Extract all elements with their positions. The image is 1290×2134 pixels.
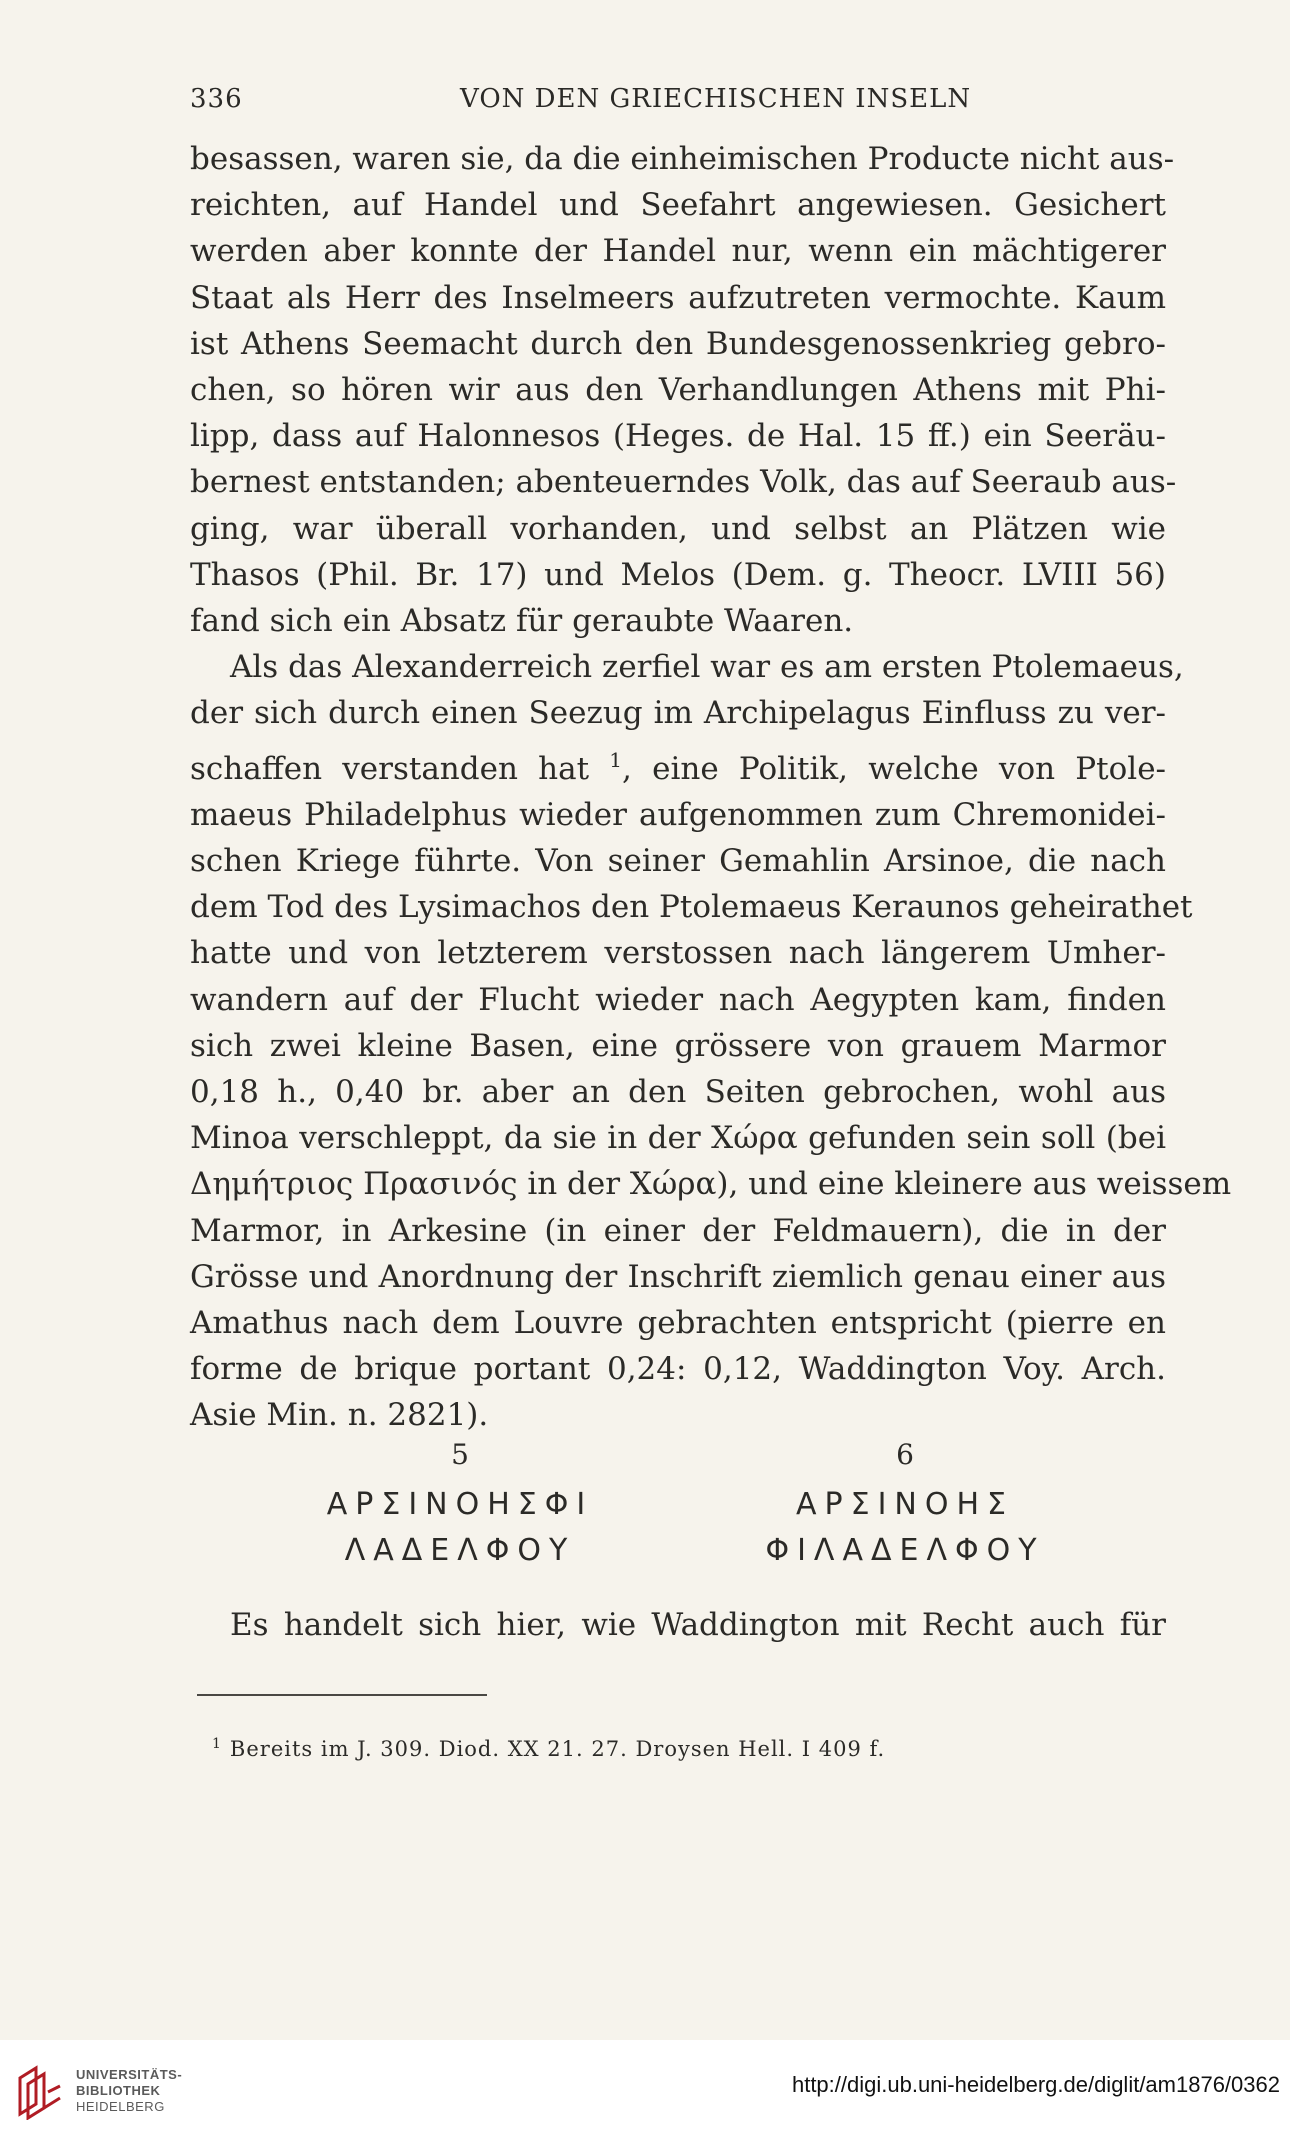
text-fragment: , eine Politik, welche von Ptole-	[622, 750, 1167, 787]
text-line: Thasos (Phil. Br. 17) und Melos (Dem. g. Theocr. LVIII 56)	[190, 556, 1166, 593]
library-name-line: UNIVERSITÄTS-	[76, 2067, 183, 2082]
inscriptions	[190, 1438, 1166, 1578]
running-title: VON DEN GRIECHISCHEN INSELN	[460, 84, 972, 114]
text-line: Δημήτριος Πρασινός in der Χώρα), und eine kleinere aus weissem	[190, 1166, 1232, 1203]
text-line: reichten, auf Handel und Seefahrt angewiesen. Gesichert	[190, 187, 1166, 224]
text-line: 0,18 h., 0,40 br. aber an den Seiten gebrochen, wohl aus	[190, 1074, 1166, 1111]
page-header	[190, 84, 1160, 124]
library-logo-icon[interactable]	[14, 2064, 66, 2120]
text-line: dem Tod des Lysimachos den Ptolemaeus Keraunos geheirathet	[190, 889, 1193, 926]
footnote-text: Bereits im J. 309. Diod. XX 21. 27. Droysen Hell. I 409 f.	[229, 1737, 886, 1761]
inscription-5	[320, 1438, 600, 1574]
text-line: Amathus nach dem Louvre gebrachten entspricht (pierre en	[190, 1305, 1166, 1342]
library-name	[76, 2067, 182, 2115]
text-line: schen Kriege führte. Von seiner Gemahlin Arsinoe, die nach	[190, 843, 1166, 880]
text-line: Als das Alexanderreich zerfiel war es am ersten Ptolemaeus,	[230, 649, 1184, 686]
permalink-url[interactable]: http://digi.ub.uni-heidelberg.de/diglit/am1876/0362	[791, 2072, 1280, 2097]
text-line: hatte und von letzterem verstossen nach längerem Umher-	[190, 935, 1166, 972]
text-line: Grösse und Anordnung der Inschrift ziemlich genau einer aus	[190, 1258, 1166, 1295]
text-line: sich zwei kleine Basen, eine grössere von grauem Marmor	[190, 1027, 1166, 1064]
text-line: Minoa verschleppt, da sie in der Χώρα gefunden sein soll (bei	[190, 1120, 1166, 1157]
text-line: maeus Philadelphus wieder aufgenommen zum Chremonidei-	[190, 796, 1166, 833]
footnote-marker: 1	[212, 1736, 222, 1752]
text-line: der sich durch einen Seezug im Archipelagus Einfluss zu ver-	[190, 695, 1166, 732]
text-line: wandern auf der Flucht wieder nach Aegypten kam, finden	[190, 981, 1166, 1018]
inscription-6	[745, 1438, 1065, 1574]
footnote-divider	[197, 1694, 487, 1696]
text-fragment: schaffen verstanden hat	[190, 750, 590, 787]
inscription-line: ΛΑΔΕΛΦΟΥ	[344, 1533, 576, 1568]
text-line: ist Athens Seemacht durch den Bundesgenossenkrieg gebro-	[190, 325, 1166, 362]
inscription-line: ΑΡΣΙΝΟΗΣ	[796, 1487, 1014, 1522]
text-line: werden aber konnte der Handel nur, wenn ein mächtigerer	[190, 233, 1166, 270]
page-number: 336	[190, 84, 243, 114]
library-name-line: HEIDELBERG	[76, 2099, 165, 2114]
library-name-line: BIBLIOTHEK	[76, 2083, 161, 2098]
text-line: Asie Min. n. 2821).	[190, 1397, 489, 1434]
text-line: chen, so hören wir aus den Verhandlungen Athens mit Phi-	[190, 372, 1166, 409]
closing-line: Es handelt sich hier, wie Waddington mit Recht auch für	[230, 1607, 1166, 1643]
inscription-line: ΦΙΛΑΔΕΛΦΟΥ	[765, 1533, 1045, 1568]
text-line: bernest entstanden; abenteuerndes Volk, das auf Seeraub aus-	[190, 464, 1177, 501]
text-line: lipp, dass auf Halonnesos (Heges. de Hal. 15 ff.) ein Seeräu-	[190, 418, 1166, 455]
text-line: Staat als Herr des Inselmeers aufzutreten vermochte. Kaum	[190, 279, 1166, 316]
text-line: besassen, waren sie, da die einheimischen Producte nicht aus-	[190, 141, 1175, 177]
text-line: Marmor, in Arkesine (in einer der Feldmauern), die in der	[190, 1212, 1166, 1249]
inscription-line: ΑΡΣΙΝΟΗΣΦΙ	[326, 1487, 594, 1522]
body-text	[190, 136, 1232, 1439]
inscription-number: 5	[451, 1438, 469, 1471]
inscription-number: 6	[896, 1438, 914, 1471]
digitization-footer	[0, 2040, 1290, 2134]
text-line: forme de brique portant 0,24: 0,12, Waddington Voy. Arch.	[190, 1351, 1166, 1388]
footnote	[212, 1736, 885, 1761]
footnote-reference[interactable]: 1	[609, 747, 623, 772]
text-line-with-footnote	[190, 737, 1166, 792]
text-line: ging, war überall vorhanden, und selbst an Plätzen wie	[190, 510, 1166, 547]
text-line: fand sich ein Absatz für geraubte Waaren.	[190, 603, 854, 640]
